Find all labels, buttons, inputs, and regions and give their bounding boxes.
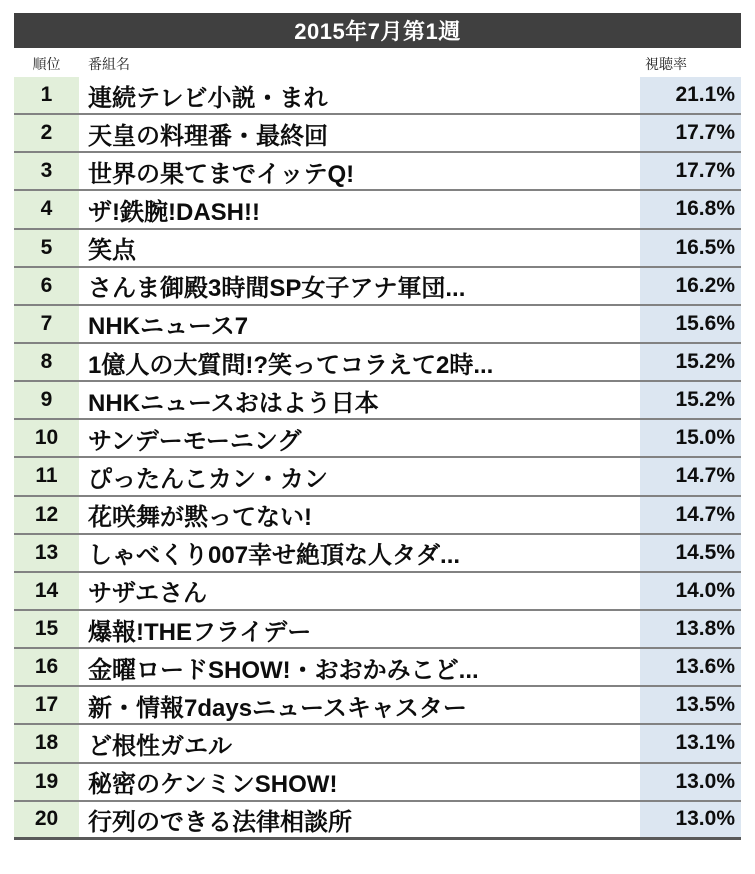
program-name-cell: しゃべくり007幸せ絶頂な人タダ...	[88, 542, 461, 570]
rating-cell: 14.7%	[640, 458, 741, 494]
rating-cell: 15.0%	[640, 420, 741, 456]
table-row	[14, 458, 741, 496]
rating-cell: 13.0%	[640, 764, 741, 800]
rank-cell: 12	[14, 497, 79, 533]
rank-cell: 7	[14, 306, 79, 342]
rank-cell: 5	[14, 230, 79, 266]
rank-cell: 6	[14, 268, 79, 304]
table-row	[14, 268, 741, 306]
table-row	[14, 344, 741, 382]
table-row	[14, 306, 741, 344]
rank-cell: 11	[14, 458, 79, 494]
table-row	[14, 230, 741, 268]
rating-cell: 15.2%	[640, 382, 741, 418]
rating-cell: 16.5%	[640, 230, 741, 266]
rank-cell: 16	[14, 649, 79, 685]
program-name-cell: ど根性ガエル	[88, 732, 232, 760]
table-row	[14, 153, 741, 191]
rank-cell: 9	[14, 382, 79, 418]
rating-cell: 13.8%	[640, 611, 741, 647]
table-row	[14, 382, 741, 420]
rank-cell: 4	[14, 191, 79, 227]
rank-cell: 14	[14, 573, 79, 609]
rating-cell: 13.6%	[640, 649, 741, 685]
rank-cell: 2	[14, 115, 79, 151]
rating-cell: 21.1%	[640, 77, 741, 113]
program-name-cell: 笑点	[88, 237, 136, 265]
page-title: 2015年7月第1週	[14, 13, 741, 48]
rank-cell: 10	[14, 420, 79, 456]
ratings-table	[14, 13, 741, 840]
table-row	[14, 573, 741, 611]
program-name-cell: 世界の果てまでイッテQ!	[88, 160, 355, 188]
program-name-cell: ぴったんこカン・カン	[88, 465, 328, 493]
program-name-cell: NHKニュースおはよう日本	[88, 389, 379, 417]
table-row	[14, 687, 741, 725]
table-row	[14, 420, 741, 458]
table-row	[14, 115, 741, 153]
program-name-cell: NHKニュース7	[88, 313, 249, 341]
table-row	[14, 497, 741, 535]
table-row	[14, 802, 741, 840]
table-row	[14, 77, 741, 115]
program-name-cell: 1億人の大質問!?笑ってコラえて2時...	[88, 351, 494, 379]
program-name-cell: 秘密のケンミンSHOW!	[88, 771, 338, 799]
rank-cell: 3	[14, 153, 79, 189]
table-body	[14, 77, 741, 840]
rank-cell: 15	[14, 611, 79, 647]
table-row	[14, 191, 741, 229]
program-name-cell: ザ!鉄腕!DASH!!	[88, 198, 260, 226]
rating-cell: 15.2%	[640, 344, 741, 380]
rank-cell: 13	[14, 535, 79, 571]
rank-cell: 17	[14, 687, 79, 723]
rating-cell: 14.7%	[640, 497, 741, 533]
rating-cell: 15.6%	[640, 306, 741, 342]
program-name-cell: 行列のできる法律相談所	[88, 808, 352, 836]
rank-cell: 18	[14, 725, 79, 761]
table-row	[14, 649, 741, 687]
column-header-rating: 視聴率	[645, 56, 687, 72]
program-name-cell: さんま御殿3時間SP女子アナ軍団...	[88, 275, 466, 303]
table-row	[14, 725, 741, 763]
program-name-cell: 花咲舞が黙ってない!	[88, 504, 312, 532]
program-name-cell: 金曜ロードSHOW!・おおかみこど...	[88, 656, 479, 684]
rating-cell: 13.0%	[640, 802, 741, 837]
rating-cell: 14.0%	[640, 573, 741, 609]
rating-cell: 17.7%	[640, 115, 741, 151]
table-row	[14, 535, 741, 573]
rating-cell: 14.5%	[640, 535, 741, 571]
rating-cell: 13.5%	[640, 687, 741, 723]
rank-cell: 20	[14, 802, 79, 837]
column-header-rank: 順位	[32, 56, 61, 72]
column-header-program: 番組名	[88, 56, 130, 72]
program-name-cell: 連続テレビ小説・まれ	[88, 84, 328, 112]
rank-cell: 1	[14, 77, 79, 113]
rank-cell: 8	[14, 344, 79, 380]
program-name-cell: サザエさん	[88, 580, 208, 608]
program-name-cell: 新・情報7daysニュースキャスター	[88, 694, 467, 722]
program-name-cell: 天皇の料理番・最終回	[88, 122, 328, 150]
rating-cell: 13.1%	[640, 725, 741, 761]
rating-cell: 16.2%	[640, 268, 741, 304]
rating-cell: 16.8%	[640, 191, 741, 227]
program-name-cell: サンデーモーニング	[88, 427, 302, 455]
program-name-cell: 爆報!THEフライデー	[88, 618, 312, 646]
table-row	[14, 764, 741, 802]
rating-cell: 17.7%	[640, 153, 741, 189]
rank-cell: 19	[14, 764, 79, 800]
table-header	[14, 48, 741, 77]
table-row	[14, 611, 741, 649]
